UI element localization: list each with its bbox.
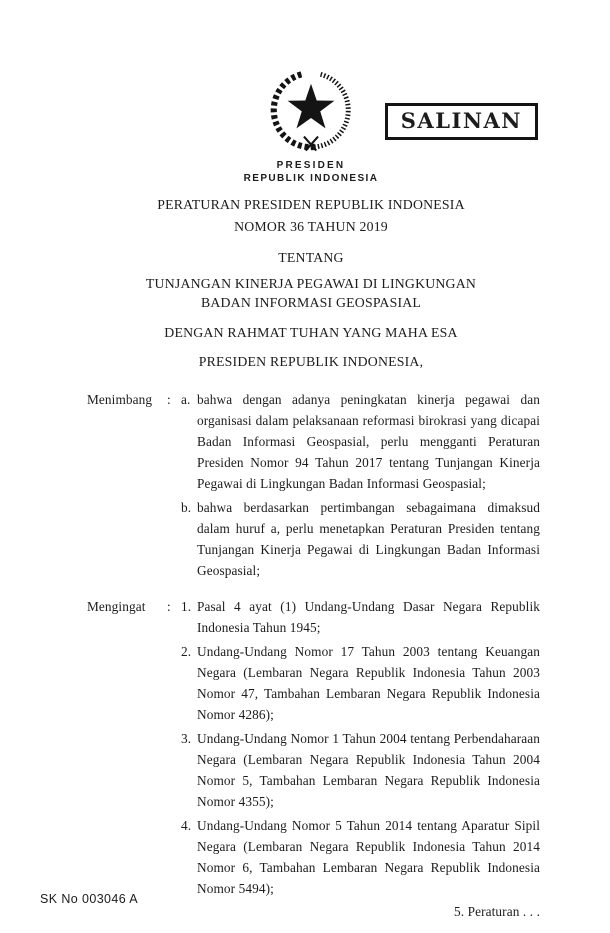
list-item <box>181 728 540 812</box>
menimbang-colon: : <box>167 392 171 407</box>
list-item <box>181 641 540 725</box>
item-text: Undang-Undang Nomor 5 Tahun 2014 tentang Aparatur Sipil Negara (Lembaran Negara Republik Indonesia Tahun 2014 Nomor 6, Tambahan Lembaran Negara Republik Indonesia Nomor 5494); <box>197 818 540 896</box>
title-block <box>12 194 610 371</box>
letterhead-line1: PRESIDEN <box>276 160 346 171</box>
presidential-emblem-icon <box>262 67 360 155</box>
tentang-label: TENTANG <box>278 250 344 265</box>
mengingat-colon: : <box>167 599 171 614</box>
item-marker: 1. <box>181 599 192 614</box>
footer-serial-number: SK No 003046 A <box>40 892 139 906</box>
list-item <box>181 497 540 581</box>
document-body <box>87 389 540 922</box>
item-marker: b. <box>181 500 192 515</box>
regulation-title-line1: PERATURAN PRESIDEN REPUBLIK INDONESIA <box>157 197 465 212</box>
star-shape <box>288 84 335 129</box>
subject-line1: TUNJANGAN KINERJA PEGAWAI DI LINGKUNGAN <box>145 276 477 291</box>
item-marker: 2. <box>181 644 192 659</box>
menimbang-label: Menimbang <box>87 392 153 407</box>
mengingat-label: Mengingat <box>87 599 146 614</box>
list-item <box>181 389 540 494</box>
authority-line: PRESIDEN REPUBLIK INDONESIA, <box>198 354 424 369</box>
clause-mengingat <box>87 596 540 899</box>
item-marker: 3. <box>181 731 192 746</box>
item-text: bahwa dengan adanya peningkatan kinerja pegawai dan organisasi dalam pelaksanaan reformasi birokrasi yang dicapai Badan Informasi Geospasial, perlu mengganti Peraturan Presiden Nomor 94 Tahun 2017 tentang Tunjangan Kinerja Pegawai di Lingkungan Badan Informasi Geospasial; <box>197 392 540 491</box>
item-text: bahwa berdasarkan pertimbangan sebagaimana dimaksud dalam huruf a, perlu menetapkan Peraturan Presiden tentang Tunjangan Kinerja Pegawai di Lingkungan Badan Informasi Geospasial; <box>197 500 540 578</box>
item-marker: 4. <box>181 818 192 833</box>
regulation-number: NOMOR 36 TAHUN 2019 <box>234 219 388 234</box>
invocation-line: DENGAN RAHMAT TUHAN YANG MAHA ESA <box>164 325 458 340</box>
item-text: Undang-Undang Nomor 1 Tahun 2004 tentang Perbendaharaan Negara (Lembaran Negara Republik Indonesia Tahun 2004 Nomor 5, Tambahan Lembaran Negara Republik Indonesia Nomor 4355); <box>197 731 540 809</box>
mengingat-items <box>181 596 540 899</box>
item-text: Undang-Undang Nomor 17 Tahun 2003 tentang Keuangan Negara (Lembaran Negara Republik Indonesia Tahun 2003 Nomor 47, Tambahan Lembaran Negara Republik Indonesia Nomor 4286); <box>197 644 540 722</box>
list-item <box>181 596 540 638</box>
clause-menimbang <box>87 389 540 581</box>
subject-line2: BADAN INFORMASI GEOSPASIAL <box>200 295 422 310</box>
list-item <box>181 815 540 899</box>
catchword: 5. Peraturan . . . <box>454 904 540 919</box>
salinan-label: SALINAN <box>400 108 522 133</box>
item-marker: a. <box>181 392 191 407</box>
menimbang-items <box>181 389 540 581</box>
letterhead-line2: REPUBLIK INDONESIA <box>243 173 379 184</box>
item-text: Pasal 4 ayat (1) Undang-Undang Dasar Negara Republik Indonesia Tahun 1945; <box>197 599 540 635</box>
letterhead <box>12 67 610 184</box>
